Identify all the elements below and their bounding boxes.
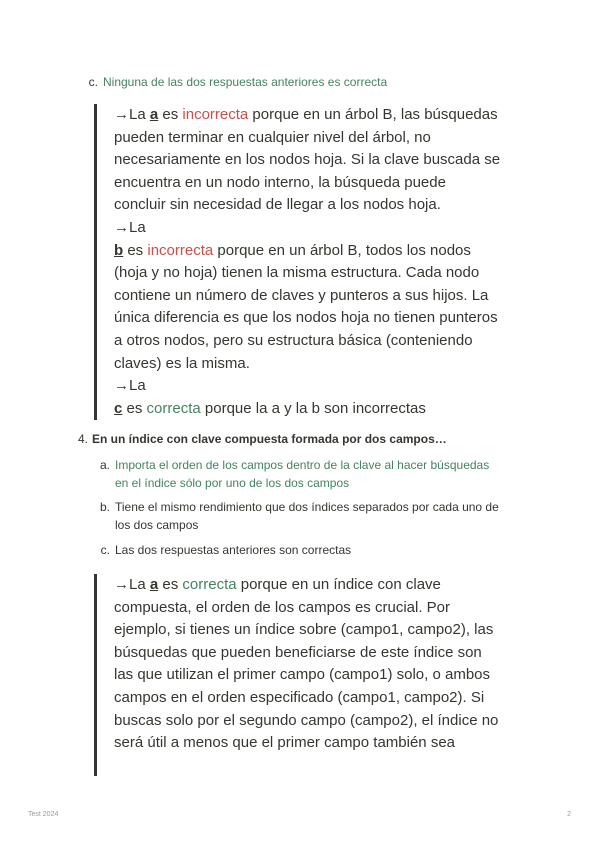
explanation-line: contiene un número de claves y punteros a sus hijos. La — [114, 286, 489, 304]
footer-label: Test 2024 — [28, 811, 59, 818]
verdict-label: incorrecta — [147, 241, 214, 259]
explanation-line: será útil a menos que el primer campo también sea — [114, 734, 456, 752]
explanation-line: concluir sin necesidad de llegar a los nodos hoja. — [114, 196, 441, 214]
option-letter: a. — [99, 458, 110, 472]
explanation-line: (hoja y no hoja) tienen la misma estructura. Cada nodo — [114, 264, 480, 282]
verdict-label: incorrecta — [182, 106, 249, 123]
explanation-line: b es incorrecta porque en un árbol B, todos los nodos — [114, 241, 471, 259]
explanation-line: buscas solo por el segundo campo (campo2), el índice no — [114, 711, 499, 729]
explanation-line: las que utilizan el primer campo (campo1) solo, o ambos — [114, 666, 491, 684]
option-text: Importa el orden de los campos dentro de la clave al hacer búsquedas — [115, 458, 490, 472]
option-c-prev — [82, 73, 387, 91]
option-letter: c. — [100, 543, 110, 557]
answer-letter: a — [149, 576, 159, 593]
option-b — [94, 498, 499, 534]
explanation-line: pueden terminar en cualquier nivel del árbol, no — [114, 128, 431, 146]
explanation-line: ejemplo, si tienes un índice sobre (campo1, campo2), las — [114, 621, 494, 639]
explanation-line: campos en el orden especificado (campo1, campo2). Si — [114, 688, 485, 706]
verdict-label: correcta — [146, 399, 201, 417]
option-a — [94, 456, 489, 492]
explanation-line: →La — [114, 218, 146, 236]
explanation-callout-1 — [94, 104, 500, 420]
explanation-line: claves) es la misma. — [114, 354, 250, 372]
verdict-label: correcta — [182, 576, 237, 593]
explanation-line: →La — [114, 377, 146, 395]
explanation-line: c es correcta porque la a y la b son incorrectas — [114, 399, 426, 417]
answer-letter: b — [114, 241, 124, 259]
explanation-line: búsquedas que pueden beneficiarse de este índice son — [114, 643, 482, 661]
explanation-line: a otros nodos, pero su estructura básica (conteniendo — [114, 331, 473, 349]
question-number: 4. — [78, 432, 89, 446]
explanation-line: →La a es incorrecta porque en un árbol B, las búsquedas — [114, 106, 498, 123]
question-4 — [78, 430, 447, 448]
question-text: En un índice con clave compuesta formada por dos campos… — [92, 432, 447, 446]
explanation-callout-2 — [94, 574, 498, 776]
explanation-line: compuesta, el orden de los campos es crucial. Por — [114, 598, 450, 616]
option-text: Ninguna de las dos respuestas anteriores es correcta — [103, 75, 388, 89]
option-text-cont: los dos campos — [115, 518, 199, 532]
explanation-line: encuentra en un nodo interno, la búsqueda puede — [114, 173, 446, 191]
page-number: 2 — [567, 811, 571, 818]
explanation-line: →La a es correcta porque en un índice con clave — [114, 576, 441, 593]
option-letter: b. — [99, 500, 110, 514]
answer-letter: c — [114, 399, 123, 417]
option-letter: c. — [88, 75, 98, 89]
option-text-cont: en el índice sólo por uno de los dos campos — [115, 476, 350, 490]
explanation-line: necesariamente en los nodos hoja. Si la clave buscada se — [114, 151, 501, 169]
option-c — [94, 541, 351, 559]
option-text: Tiene el mismo rendimiento que dos índices separados por cada uno de — [115, 500, 499, 514]
answer-letter: a — [149, 106, 159, 123]
option-text: Las dos respuestas anteriores son correctas — [115, 543, 352, 557]
explanation-line: única diferencia es que los nodos hoja no tienen punteros — [114, 309, 498, 327]
